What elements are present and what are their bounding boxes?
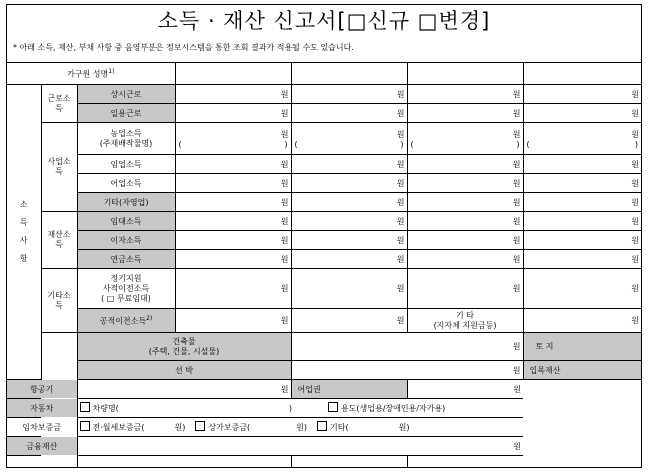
pension-amount-4[interactable]: 원 <box>523 250 641 269</box>
jeonse-deposit-field[interactable]: 전·월세보증금( 원) <box>80 421 186 433</box>
deposit-details <box>77 418 523 437</box>
interest-amount-1[interactable]: 원 <box>175 231 291 250</box>
pension-amount-3[interactable]: 원 <box>407 250 523 269</box>
land-label: 토 지 <box>523 333 641 361</box>
fishery-amount-1[interactable]: 원 <box>175 174 291 193</box>
fishery-amount-2[interactable]: 원 <box>291 174 407 193</box>
private-transfer-label: 정기지원 사적이전소득 ( □ 무료임대) <box>77 269 175 309</box>
regular-work-amount-1[interactable]: 원 <box>175 85 291 104</box>
vehicle-name-field[interactable]: 차량명( ) <box>80 402 292 414</box>
forestry-amount-2[interactable]: 원 <box>291 155 407 174</box>
business-income-group: 사업소득 <box>41 123 77 212</box>
other-local-support-amount[interactable]: 원 <box>523 309 641 333</box>
regular-work-amount-2[interactable]: 원 <box>291 85 407 104</box>
interest-amount-3[interactable]: 원 <box>407 231 523 250</box>
member-name-cell-3[interactable] <box>407 63 523 85</box>
fishery-amount-4[interactable]: 원 <box>523 174 641 193</box>
farming-amount-4[interactable]: 원 ( ) <box>523 123 641 155</box>
pension-amount-2[interactable]: 원 <box>291 250 407 269</box>
member-name-cell-1[interactable] <box>175 63 291 85</box>
income-property-report-form <box>6 4 642 468</box>
income-section-label: 소득사항 <box>7 85 41 380</box>
forestry-amount-3[interactable]: 원 <box>407 155 523 174</box>
member-name-cell-2[interactable] <box>291 63 407 85</box>
other-self-amount-3[interactable]: 원 <box>407 193 523 212</box>
rent-amount-3[interactable]: 원 <box>407 212 523 231</box>
ship-label: 선 박 <box>77 361 291 380</box>
other-self-amount-2[interactable]: 원 <box>291 193 407 212</box>
shop-deposit-checkbox[interactable] <box>195 421 205 431</box>
rent-income-label: 임대소득 <box>77 212 175 231</box>
aircraft-label: 항공기 <box>7 380 77 399</box>
building-amount[interactable]: 원 <box>291 333 523 361</box>
property-income-group: 재산소득 <box>41 212 77 269</box>
deposit-label: 임차보증금 <box>7 418 77 437</box>
other-income-group: 기타소득 <box>41 269 77 333</box>
other-deposit-field[interactable]: 기타( 원) <box>317 421 409 433</box>
vehicle-use-checkbox[interactable] <box>328 402 338 412</box>
forestry-amount-4[interactable]: 원 <box>523 155 641 174</box>
other-self-employed-label: 기타(자영업) <box>77 193 175 212</box>
next-row-cell-2[interactable] <box>291 456 407 468</box>
pension-amount-1[interactable]: 원 <box>175 250 291 269</box>
income-table <box>7 62 641 468</box>
rent-amount-4[interactable]: 원 <box>523 212 641 231</box>
regular-work-amount-3[interactable]: 원 <box>407 85 523 104</box>
jeonse-deposit-checkbox[interactable] <box>80 421 90 431</box>
aircraft-amount[interactable]: 원 <box>77 380 291 399</box>
other-local-support-label: 기 타 (지자체 지원금등) <box>407 309 523 333</box>
interest-amount-2[interactable]: 원 <box>291 231 407 250</box>
public-transfer-amount-2[interactable]: 원 <box>291 309 407 333</box>
pension-income-label: 연금소득 <box>77 250 175 269</box>
vehicle-name-checkbox[interactable] <box>80 402 90 412</box>
form-title: 소득 · 재산 신고서[□신규 □변경] <box>157 9 491 33</box>
fishery-amount-3[interactable]: 원 <box>407 174 523 193</box>
financial-property-amount[interactable]: 원 <box>77 437 523 456</box>
member-name-header: 가구원 성명$^{1)}$ <box>7 63 175 85</box>
member-name-cell-4[interactable] <box>523 63 641 85</box>
daily-work-amount-2[interactable]: 원 <box>291 104 407 123</box>
daily-work-amount-4[interactable]: 원 <box>523 104 641 123</box>
fishing-right-amount[interactable]: 원 <box>407 380 523 399</box>
ship-amount[interactable]: 원 <box>291 361 523 380</box>
timber-property-label: 입목재산 <box>523 361 641 380</box>
forestry-amount-1[interactable]: 원 <box>175 155 291 174</box>
private-transfer-amount-4[interactable]: 원 <box>523 269 641 309</box>
fishing-right-label: 어업권 <box>291 380 407 399</box>
form-note: * 아래 소득, 재산, 부채 사항 중 음영부분은 정보시스템을 통한 조회 결과가 적용될 수도 있습니다. <box>13 43 354 52</box>
regular-work-label: 상시근로 <box>77 85 175 104</box>
shop-deposit-field[interactable]: 상가보증금( 원) <box>195 421 307 433</box>
regular-work-amount-4[interactable]: 원 <box>523 85 641 104</box>
vehicle-details <box>77 399 523 418</box>
earned-income-group: 근로소득 <box>41 85 77 123</box>
farming-amount-2[interactable]: 원 ( ) <box>291 123 407 155</box>
vehicle-use-field[interactable]: 용도(생업용/장애인용/자가용) <box>328 402 445 414</box>
next-row-cell-1[interactable] <box>77 456 291 468</box>
public-transfer-amount-1[interactable]: 원 <box>175 309 291 333</box>
next-row-cell-3[interactable] <box>407 456 523 468</box>
financial-property-label: 금융재산 <box>7 437 77 456</box>
private-transfer-amount-1[interactable]: 원 <box>175 269 291 309</box>
building-label: 건축물 (주택, 건물, 시설물) <box>77 333 291 361</box>
interest-income-label: 이자소득 <box>77 231 175 250</box>
rent-amount-2[interactable]: 원 <box>291 212 407 231</box>
farming-amount-1[interactable]: 원 ( ) <box>175 123 291 155</box>
private-transfer-amount-3[interactable]: 원 <box>407 269 523 309</box>
interest-amount-4[interactable]: 원 <box>523 231 641 250</box>
other-deposit-checkbox[interactable] <box>317 421 327 431</box>
daily-work-amount-3[interactable]: 원 <box>407 104 523 123</box>
private-transfer-amount-2[interactable]: 원 <box>291 269 407 309</box>
rent-amount-1[interactable]: 원 <box>175 212 291 231</box>
daily-work-label: 일용근로 <box>77 104 175 123</box>
vehicle-label: 자동차 <box>7 399 77 418</box>
other-self-amount-4[interactable]: 원 <box>523 193 641 212</box>
fishery-label: 어업소득 <box>77 174 175 193</box>
farming-amount-3[interactable]: 원 ( ) <box>407 123 523 155</box>
forestry-label: 임업소득 <box>77 155 175 174</box>
public-transfer-label: 공적이전소득$^{2)}$ <box>77 309 175 333</box>
farming-label: 농업소득 (주재배작물명) <box>77 123 175 155</box>
next-row-label <box>7 456 77 468</box>
other-self-amount-1[interactable]: 원 <box>175 193 291 212</box>
daily-work-amount-1[interactable]: 원 <box>175 104 291 123</box>
